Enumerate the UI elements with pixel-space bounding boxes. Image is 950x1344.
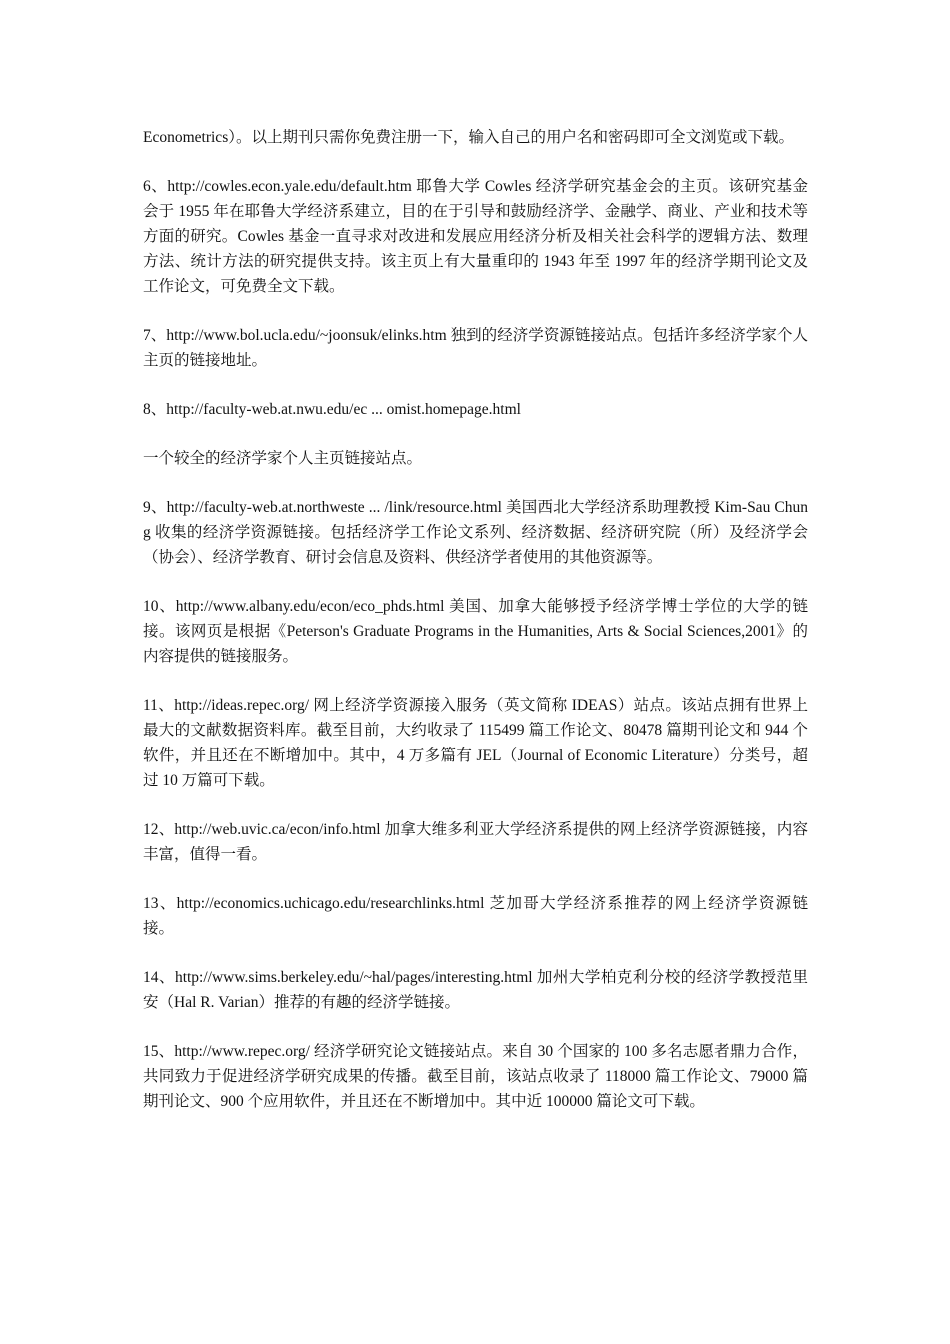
paragraph-econometrics-note: Econometrics）。以上期刊只需你免费注册一下，输入自己的用户名和密码即可全文浏览或下载。: [143, 129, 794, 146]
paragraph-item-11-ideas: 11、http://ideas.repec.org/ 网上经济学资源接入服务（英文简称 IDEAS）站点。该站点拥有世界上最大的文献数据资料库。截至目前，大约收录了 115499 篇工作论文、80478 篇期刊论文和 944 个软件，并且还在不断增加中。其中，4 万多篇有 JEL（Journal of Economic Literature）分类号，超过 10 万篇可下载。: [143, 697, 808, 789]
paragraph-item-15-repec: 15、http://www.repec.org/ 经济学研究论文链接站点。来自 30 个国家的 100 多名志愿者鼎力合作，共同致力于促进经济学研究成果的传播。截至目前，该站点收录了 118000 篇工作论文、79000 篇期刊论文、900 个应用软件，并且还在不断增加中。其中近 100000 篇论文可下载。: [143, 1043, 808, 1110]
document-page: [143, 125, 808, 1138]
paragraph-item-6-cowles: 6、http://cowles.econ.yale.edu/default.htm 耶鲁大学 Cowles 经济学研究基金会的主页。该研究基金会于 1955 年在耶鲁大学经济系建立，目的在于引导和鼓励经济学、金融学、商业、产业和技术等方面的研究。Cowles 基金一直寻求对改进和发展应用经济分析及相关社会科学的逻辑方法、数理方法、统计方法的研究提供支持。该主页上有大量重印的 1943 年至 1997 年的经济学期刊论文及工作论文，可免费全文下载。: [143, 178, 808, 295]
paragraph-item-7-ucla: 7、http://www.bol.ucla.edu/~joonsuk/elinks.htm 独到的经济学资源链接站点。包括许多经济学家个人主页的链接地址。: [143, 327, 808, 369]
paragraph-item-14-berkeley: 14、http://www.sims.berkeley.edu/~hal/pages/interesting.html 加州大学柏克利分校的经济学教授范里安（Hal R. Varian）推荐的有趣的经济学链接。: [143, 969, 808, 1011]
paragraph-item-8-description: 一个较全的经济学家个人主页链接站点。: [143, 450, 423, 467]
paragraph-item-10-albany: 10、http://www.albany.edu/econ/eco_phds.html 美国、加拿大能够授予经济学博士学位的大学的链接。该网页是根据《Peterson's Graduate Programs in the Humanities, Arts & Social Sciences,2001》的内容提供的链接服务。: [143, 598, 808, 665]
paragraph-item-12-uvic: 12、http://web.uvic.ca/econ/info.html 加拿大维多利亚大学经济系提供的网上经济学资源链接，内容丰富，值得一看。: [143, 821, 808, 863]
paragraph-item-13-uchicago: 13、http://economics.uchicago.edu/researchlinks.html 芝加哥大学经济系推荐的网上经济学资源链接。: [143, 895, 808, 937]
paragraph-item-9-northwestern: 9、http://faculty-web.at.northweste ... /link/resource.html 美国西北大学经济系助理教授 Kim-Sau Chung 收集的经济学资源链接。包括经济学工作论文系列、经济数据、经济研究院（所）及经济学会（协会）、经济学教育、研讨会信息及资料、供经济学者使用的其他资源等。: [143, 499, 808, 566]
paragraph-item-8-nwu: 8、http://faculty-web.at.nwu.edu/ec ... omist.homepage.html: [143, 401, 521, 418]
